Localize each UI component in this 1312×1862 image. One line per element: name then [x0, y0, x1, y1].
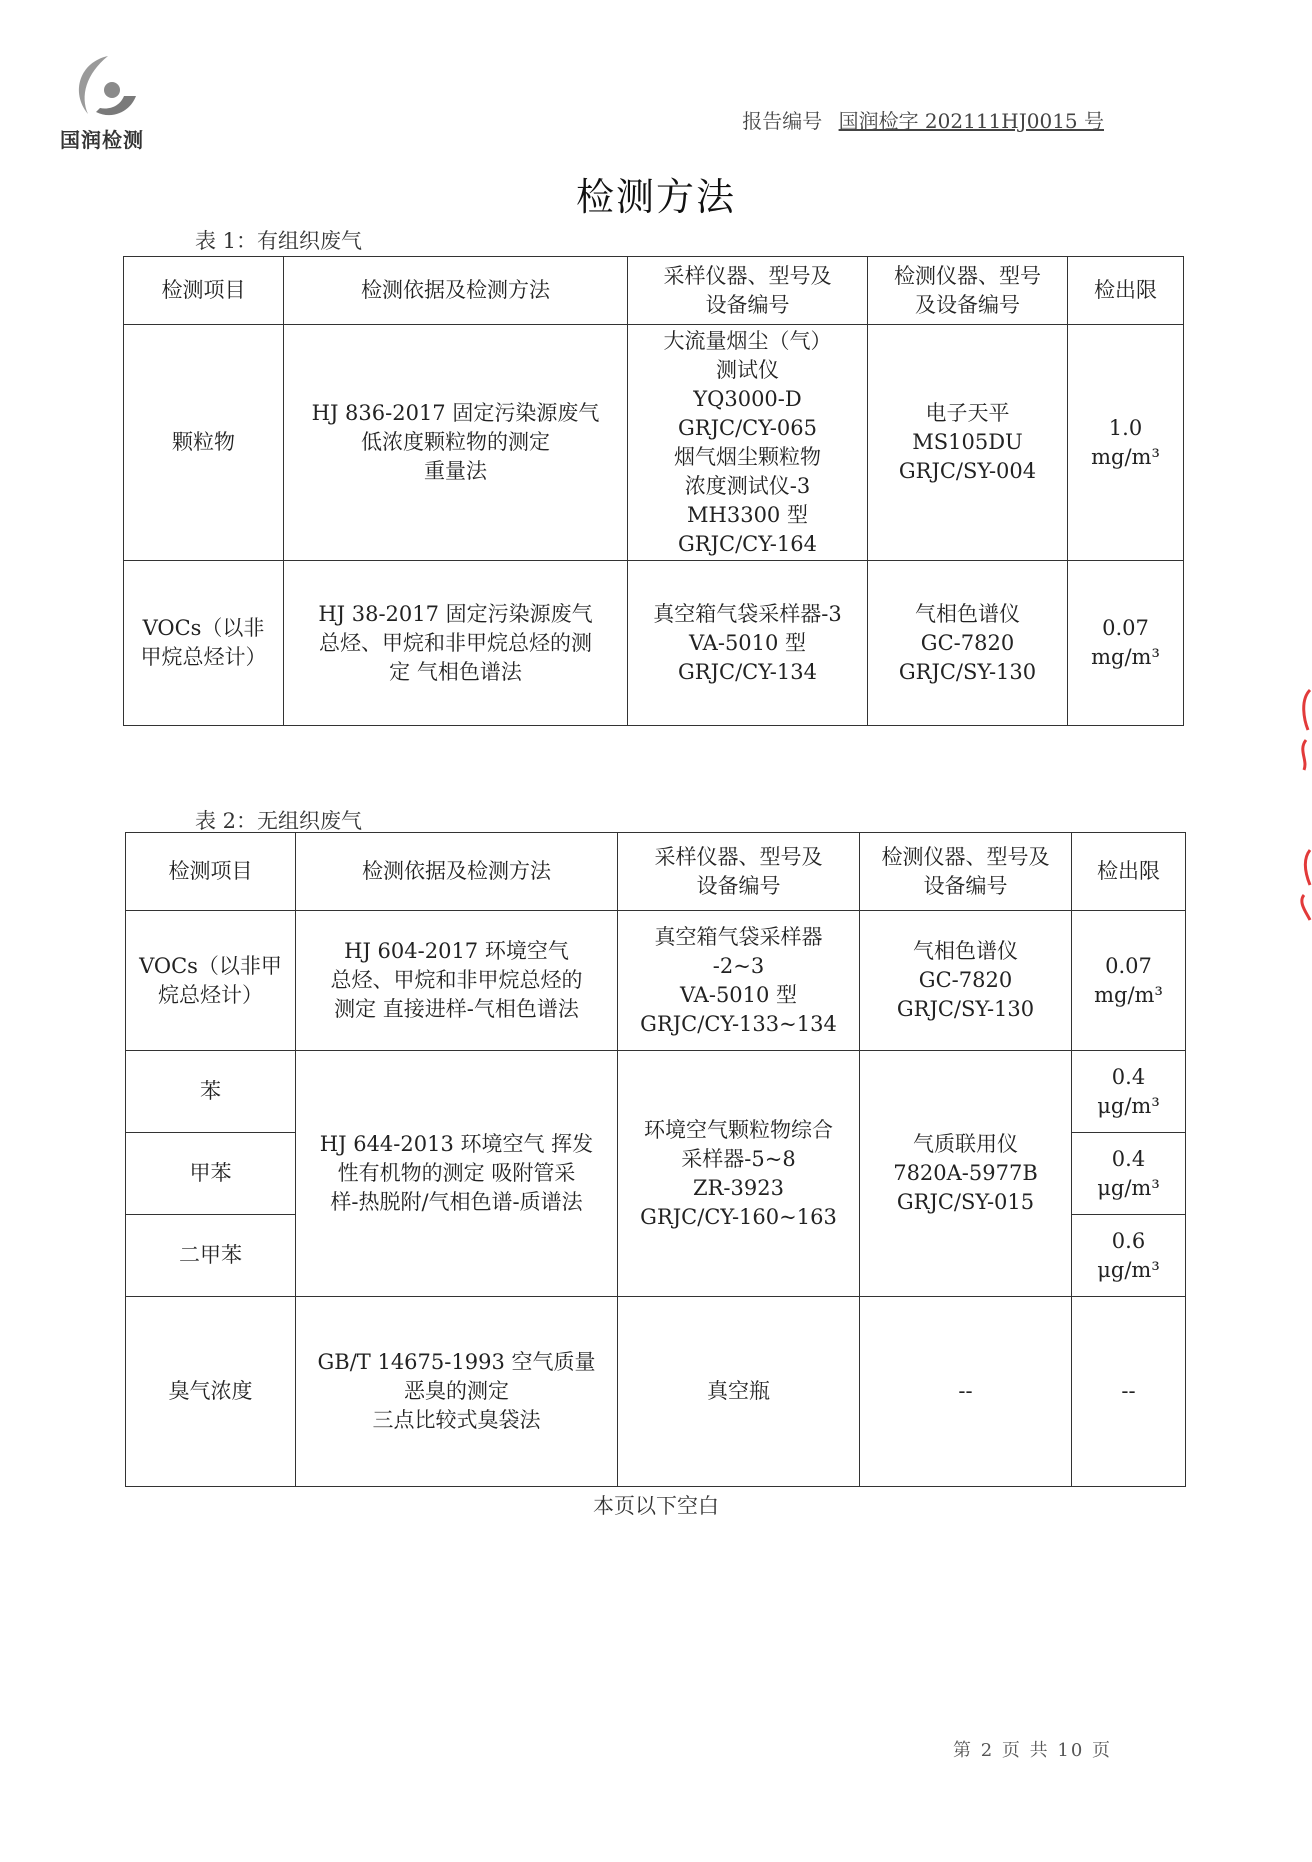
logo-text: 国润检测 [60, 128, 144, 152]
page-title: 检测方法 [575, 175, 736, 219]
limit-cell: 0.6 μg/m³ [1072, 1215, 1186, 1297]
blank-note: 本页以下空白 [593, 1494, 719, 1518]
report-number [742, 105, 1104, 134]
item-cell: 臭气浓度 [126, 1297, 296, 1487]
table2-caption: 表 2：无组织废气 [195, 809, 363, 833]
seal-stamp-icon [1292, 680, 1312, 930]
table-row [124, 561, 1184, 726]
header-cell: 检测项目 [124, 257, 284, 325]
limit-cell: 0.4 μg/m³ [1072, 1133, 1186, 1215]
instrument-cell: 电子天平 MS105DU GRJC/SY-004 [868, 325, 1068, 561]
limit-cell: 0.4 μg/m³ [1072, 1051, 1186, 1133]
table-row [126, 1051, 1186, 1133]
sampler-cell: 大流量烟尘（气） 测试仪 YQ3000-D GRJC/CY-065 烟气烟尘颗粒物 浓度测试仪-3 MH3300 型 GRJC/CY-164 [628, 325, 868, 561]
sampler-cell: 环境空气颗粒物综合 采样器-5~8 ZR-3923 GRJC/CY-160~163 [618, 1051, 860, 1297]
table-header-row [124, 257, 1184, 325]
header-cell: 检出限 [1068, 257, 1184, 325]
limit-cell: -- [1072, 1297, 1186, 1487]
header-cell: 检测项目 [126, 833, 296, 911]
header-cell: 检测仪器、型号 及设备编号 [868, 257, 1068, 325]
item-cell: 二甲苯 [126, 1215, 296, 1297]
header-cell: 检测依据及检测方法 [296, 833, 618, 911]
report-number-value: 国润检字 202111HJ0015 号 [838, 109, 1104, 133]
method-cell: HJ 604-2017 环境空气 总烃、甲烷和非甲烷总烃的 测定 直接进样-气相色谱法 [296, 911, 618, 1051]
table1-caption: 表 1：有组织废气 [195, 229, 363, 253]
sampler-cell: 真空箱气袋采样器 -2~3 VA-5010 型 GRJC/CY-133~134 [618, 911, 860, 1051]
report-number-label: 报告编号 [742, 109, 823, 133]
table-row [124, 325, 1184, 561]
item-cell: 颗粒物 [124, 325, 284, 561]
fugitive-emission-table [125, 832, 1186, 1487]
instrument-cell: 气质联用仪 7820A-5977B GRJC/SY-015 [860, 1051, 1072, 1297]
item-cell: 苯 [126, 1051, 296, 1133]
header-cell: 检测依据及检测方法 [284, 257, 628, 325]
logo-mark-icon [60, 52, 150, 122]
header-cell: 检测仪器、型号及 设备编号 [860, 833, 1072, 911]
item-cell: 甲苯 [126, 1133, 296, 1215]
item-cell: VOCs（以非甲 烷总烃计） [126, 911, 296, 1051]
organized-emission-table [123, 256, 1184, 726]
header-cell: 检出限 [1072, 833, 1186, 911]
method-cell: HJ 836-2017 固定污染源废气 低浓度颗粒物的测定 重量法 [284, 325, 628, 561]
table-row [126, 911, 1186, 1051]
limit-cell: 1.0 mg/m³ [1068, 325, 1184, 561]
method-cell: HJ 644-2013 环境空气 挥发 性有机物的测定 吸附管采 样-热脱附/气相色谱-质谱法 [296, 1051, 618, 1297]
company-logo [60, 52, 160, 153]
table-header-row [126, 833, 1186, 911]
page-number: 第 2 页 共 10 页 [953, 1740, 1112, 1761]
instrument-cell: -- [860, 1297, 1072, 1487]
item-cell: VOCs（以非 甲烷总烃计） [124, 561, 284, 726]
method-cell: GB/T 14675-1993 空气质量 恶臭的测定 三点比较式臭袋法 [296, 1297, 618, 1487]
instrument-cell: 气相色谱仪 GC-7820 GRJC/SY-130 [868, 561, 1068, 726]
sampler-cell: 真空箱气袋采样器-3 VA-5010 型 GRJC/CY-134 [628, 561, 868, 726]
header-cell: 采样仪器、型号及 设备编号 [628, 257, 868, 325]
limit-cell: 0.07 mg/m³ [1068, 561, 1184, 726]
limit-cell: 0.07 mg/m³ [1072, 911, 1186, 1051]
instrument-cell: 气相色谱仪 GC-7820 GRJC/SY-130 [860, 911, 1072, 1051]
header-cell: 采样仪器、型号及 设备编号 [618, 833, 860, 911]
sampler-cell: 真空瓶 [618, 1297, 860, 1487]
table-row [126, 1297, 1186, 1487]
method-cell: HJ 38-2017 固定污染源废气 总烃、甲烷和非甲烷总烃的测 定 气相色谱法 [284, 561, 628, 726]
